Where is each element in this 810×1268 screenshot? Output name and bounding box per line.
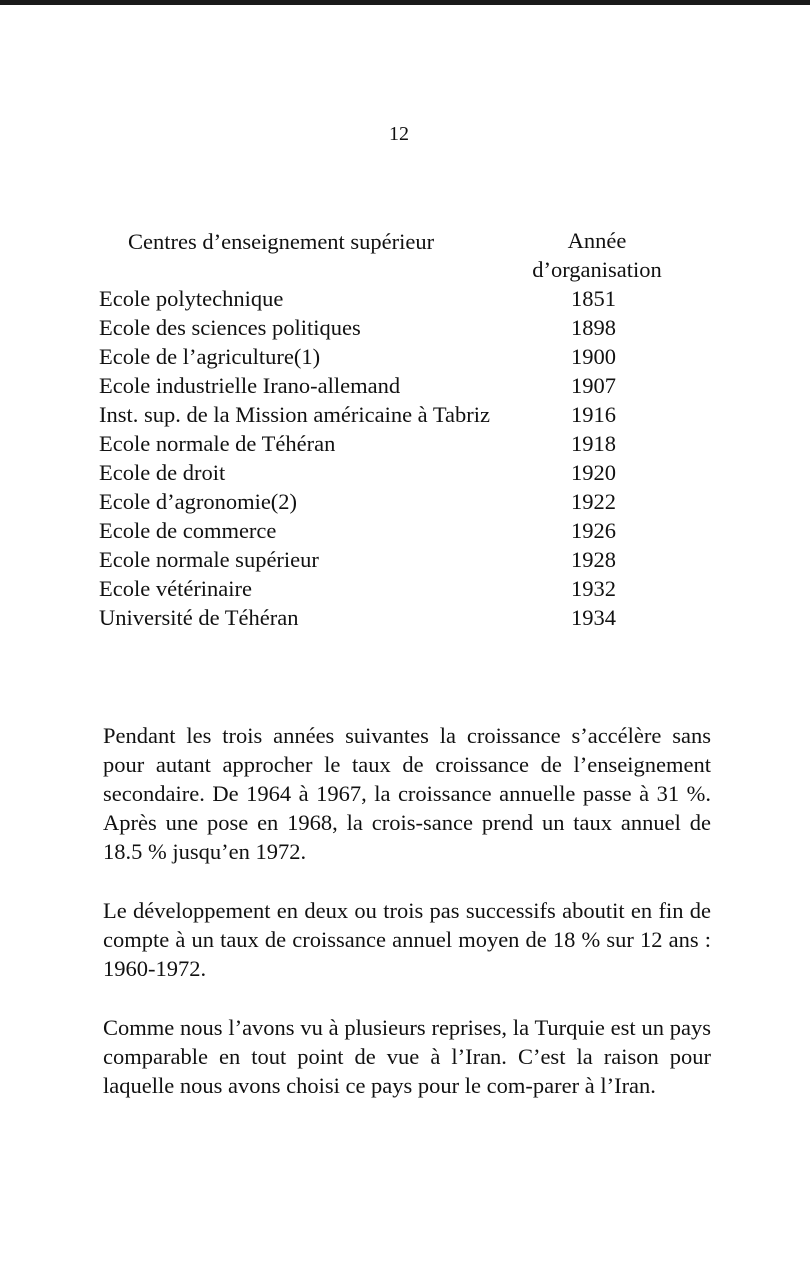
institution-name: Ecole vétérinaire <box>99 576 253 601</box>
institution-name: Ecole normale supérieur <box>99 547 319 572</box>
institutions-table <box>99 226 699 632</box>
institution-name: Inst. sup. de la Mission américaine à Tabriz <box>99 402 491 427</box>
institution-name: Ecole industrielle Irano-allemand <box>99 373 401 398</box>
table-row <box>99 545 699 574</box>
year-founded: 1926 <box>570 518 616 543</box>
table-row <box>99 371 699 400</box>
table-body <box>99 284 699 632</box>
table-row <box>99 429 699 458</box>
year-founded: 1898 <box>570 315 616 340</box>
year-founded: 1932 <box>570 576 616 601</box>
table-row <box>99 458 699 487</box>
paragraph-turkey-comparison: Comme nous l’avons vu à plusieurs reprises, la Turquie est un pays comparable en tout point de vue à l’Iran. C’est la raison pour laquelle nous avons choisi ce pays pour le com-parer à l’Iran. <box>103 1015 711 1098</box>
institution-name: Ecole normale de Téhéran <box>99 431 336 456</box>
table-row <box>99 516 699 545</box>
table-row <box>99 603 699 632</box>
header-year <box>487 226 687 284</box>
table-row <box>99 574 699 603</box>
institution-name: Ecole de droit <box>99 460 226 485</box>
paragraph-growth-acceleration: Pendant les trois années suivantes la croissance s’accélère sans pour autant approcher le taux de croissance de l’enseignement secondaire. De 1964 à 1967, la croissance annuelle passe à 31 %. Après une pose en 1968, la crois-sance prend un taux annuel de 18.5 % jusqu’en 1972. <box>103 723 711 864</box>
year-founded: 1900 <box>570 344 616 369</box>
header-institution: Centres d’enseignement supérieur <box>128 229 435 254</box>
table-header <box>99 226 699 284</box>
year-founded: 1851 <box>570 286 616 311</box>
institution-name: Ecole des sciences politiques <box>99 315 361 340</box>
year-founded: 1916 <box>570 402 616 427</box>
table-row <box>99 284 699 313</box>
year-founded: 1918 <box>570 431 616 456</box>
institution-name: Ecole de commerce <box>99 518 277 543</box>
table-row <box>99 313 699 342</box>
year-founded: 1920 <box>570 460 616 485</box>
table-row <box>99 400 699 429</box>
top-border-rule <box>0 0 810 5</box>
header-year-line2: d’organisation <box>532 257 662 282</box>
year-founded: 1934 <box>570 605 616 630</box>
institution-name: Université de Téhéran <box>99 605 299 630</box>
year-founded: 1922 <box>570 489 616 514</box>
header-year-line1: Année <box>567 228 627 253</box>
year-founded: 1907 <box>570 373 616 398</box>
table-row <box>99 342 699 371</box>
year-founded: 1928 <box>570 547 616 572</box>
institution-name: Ecole d’agronomie(2) <box>99 489 298 514</box>
page-number: 12 <box>389 123 409 145</box>
paragraph-development-steps: Le développement en deux ou trois pas successifs aboutit en fin de compte à un taux de croissance annuel moyen de 18 % sur 12 ans : 1960-1972. <box>103 898 711 981</box>
table-row <box>99 487 699 516</box>
institution-name: Ecole de l’agriculture(1) <box>99 344 321 369</box>
institution-name: Ecole polytechnique <box>99 286 284 311</box>
